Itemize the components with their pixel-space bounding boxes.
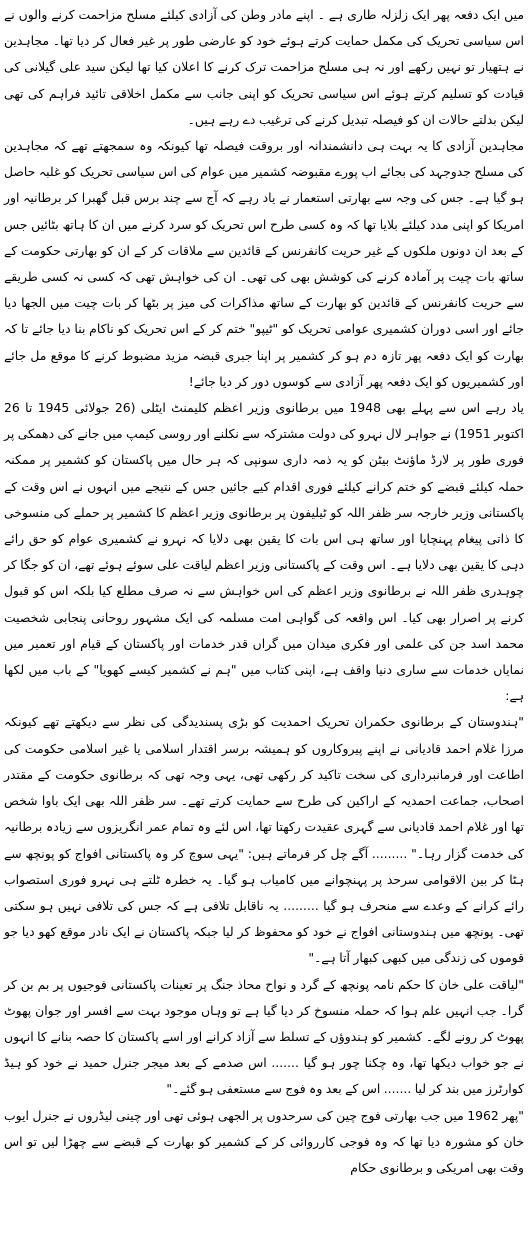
- article-paragraph-5-quote: "لیاقت علی خان کا حکم نامہ پونچھ کے گرد و نواح محاذ جنگ پر تعینات پاکستانی فوجیوں پر بم بن کر گرا۔ جب انہیں علم ہوا کہ حملہ منسوخ کر دیا گیا ہے تو وہاں موجود بہت سے افسر اور جوان پھوٹ پھوٹ کر رونے لگے۔ کشمیر کو ہندوؤں کے تسلط سے آزاد کرانے اور اسے پاکستان کا حصہ بنانے کا انہوں نے جو خواب دیکھا تھا، وہ چکنا چور ہو گیا ....... اس صدمے کے بعد میجر جنرل حمید نے خود کو ہیڈ کوارٹرز میں بند کر لیا ....... اس کے بعد وہ فوج سے مستعفی ہو گئے۔": [4, 976, 524, 1097]
- article-paragraph-6: "پھر 1962 میں جب بھارتی فوج چین کی سرحدوں پر الجھی ہوئی تھی اور چینی لیڈروں نے جنرل ایوب خان کو مشورہ دیا تھا کہ وہ فوجی کارروائی کر کے کشمیر کو بھارت کے قبضے سے چھڑا لیں تو اس وقت بھی امریکی و برطانوی حکام: [4, 1107, 524, 1175]
- article-paragraph-4-quote: "ہندوستان کے برطانوی حکمران تحریک احمدیت کو بڑی پسندیدگی کی نظر سے دیکھتے تھے کیونکہ مرزا غلام احمد قادیانی نے اپنے پیروکاروں کو ہمیشہ برسر اقتدار اسلامی یا غیر اسلامی حکومت کی اطاعت اور فرمانبرداری کی سخت تاکید کر رکھی تھی، یہی وجہ تھی کہ برطانوی حکومت کے مقتدر اصحاب، جماعت احمدیہ کے اراکین کی طرح سے حمایت کرتے تھے۔ سر ظفر اللہ بھی ایک باوا شخص تھا اور غلام احمد قادیانی سے گہری عقیدت رکھتا تھا، اس لئے وہ تمام عمر انگریزوں سے زیادہ برطانیہ کی خدمت گزار رہا۔" ......... آگے چل کر فرماتے ہیں: "یہی سوچ کر وہ پاکستانی افواج کو پونچھ سے ہٹا کر بین الاقوامی سرحد پر پہنچوانے میں کامیاب ہو گیا۔ یہ خطرہ ٹلتے ہی نہرو فوری استصواب رائے کرانے کے وعدے سے منحرف ہو گیا ......... یہ ناقابل تلافی ہے کہ جس کی تلافی نہیں ہو سکتی تھی۔ پونچھ میں ہندوستانی افواج نے خود کو محفوظ کر لیا جبکہ پاکستان نے ایک نادر موقع کھو دیا جو قوموں کی زندگی میں کبھی کبھار آتا ہے۔": [4, 714, 524, 966]
- article-paragraph-2: مجاہدین آزادی کا یہ بہت ہی دانشمندانہ اور بروقت فیصلہ تھا کیونکہ وہ سمجھتے تھے کہ مجاہدین کی مسلح جدوجہد کی بجائے اب پورے مقبوضہ کشمیر میں عوام کی اس سیاسی تحریک کو غلبہ حاصل ہو گیا ہے۔ جس کی وجہ سے بھارتی استعمار نے یاد رہے کہ آج سے چند برس قبل گھبرا کر برطانیہ اور امریکا کو اپنی مدد کیلئے بلایا تھا کہ وہ کسی طرح اس تحریک کو سرد کرنے میں ان کا ہاتھ بٹائیں جس کے بعد ان دونوں ملکوں کے غیر حریت کانفرنس کے قائدین سے ملاقات کر کے ان کو بھارتی حکومت کے ساتھ بات چیت پر آمادہ کرنے کی کوشش بھی کی تھی۔ ان کی خواہش تھی کہ کسی نہ کسی طریقے سے حریت کانفرنس کے قائدین کو بھارت کے ساتھ مذاکرات کی میز پر بٹھا کر بات چیت میں الجھا دیا جائے اور اسی دوران کشمیری عوامی تحریک کو "ٹیپو" ختم کر کے اس تحریک کو ناکام بنا دیا جائے تا کہ بھارت کو ایک دفعہ پھر تازہ دم ہو کر کشمیر پر اپنا جبری قبضہ مزید مضبوط کرنے کا موقع مل جائے اور کشمیریوں کو ایک دفعہ پھر آزادی سے کوسوں دور کر دیا جائے!: [4, 138, 524, 389]
- article-paragraph-3: یاد رہے اس سے پہلے بھی 1948 میں برطانوی وزیر اعظم کلیمنٹ ایٹلی (26 جولائی 1945 تا 26 اکتوبر 1951) نے جواہر لال نہرو کی دولت مشترکہ سے نکلنے اور روسی کیمپ میں جانے کی دھمکی پر فوری طور پر لارڈ ماؤنٹ بیٹن کو یہ ذمہ داری سونپی کہ ہر حال میں پاکستان کو کشمیر پر ممکنہ حملہ کیلئے قبضے کو ختم کرانے کیلئے فوری اقدام کیے جائیں جس کے نتیجے میں انہوں نے اس وقت کے پاکستانی وزیر خارجہ سر ظفر اللہ کو ٹیلیفون پر برطانوی وزیر اعظم کا کشمیر پر حملے کی منسوخی کا ذاتی پیغام پہنچایا اور ساتھ ہی اس بات کا یقین بھی دلایا کہ نہرو نے کشمیری عوام کو حق رائے دہی کا یقین بھی دلایا ہے۔ اس وقت کے پاکستانی وزیر اعظم لیاقت علی سوئے ہوئے تھے، ان کو جگا کر چوہدری ظفر اللہ نے برطانوی وزیر اعظم کی اس خواہش سے نہ صرف مطلع کیا بلکہ اس کو قبول کرنے پر اصرار بھی کیا۔ اس واقعہ کی گواہی امت مسلمہ کی ایک مشہور روحانی پنجابی شخصیت محمد اسد جن کی علمی اور فکری میدان میں گراں قدر خدمات اور پاکستان کے قیام اور تعمیر میں نمایاں خدمات سے ساری دنیا واقف ہے، اپنی کتاب میں "ہم نے کشمیر کیسے کھویا" کے باب میں لکھا ہے:: [4, 400, 524, 704]
- article-paragraph-1: میں ایک دفعہ پھر ایک زلزلہ طاری ہے ۔ اپنے مادر وطن کی آزادی کیلئے مسلح مزاحمت کرنے والوں نے اس سیاسی تحریک کی مکمل حمایت کرتے ہوئے خود کو عارضی طور پر غیر فعال کر دیا تھا۔ مجاہدین نے ہتھیار تو نہیں رکھے اور نہ ہی مسلح مزاحمت ترک کرنے کا اعلان کیا تھا لیکن سید علی گیلانی کی قیادت کو تسلیم کرتے ہوئے اس سیاسی تحریک کو اپنی جانب سے مکمل اخلاقی تائید فراہم کی تھی لیکن بدلتے حالات ان کو فیصلہ تبدیل کرنے کی ترغیب دے رہے ہیں۔: [4, 7, 524, 127]
